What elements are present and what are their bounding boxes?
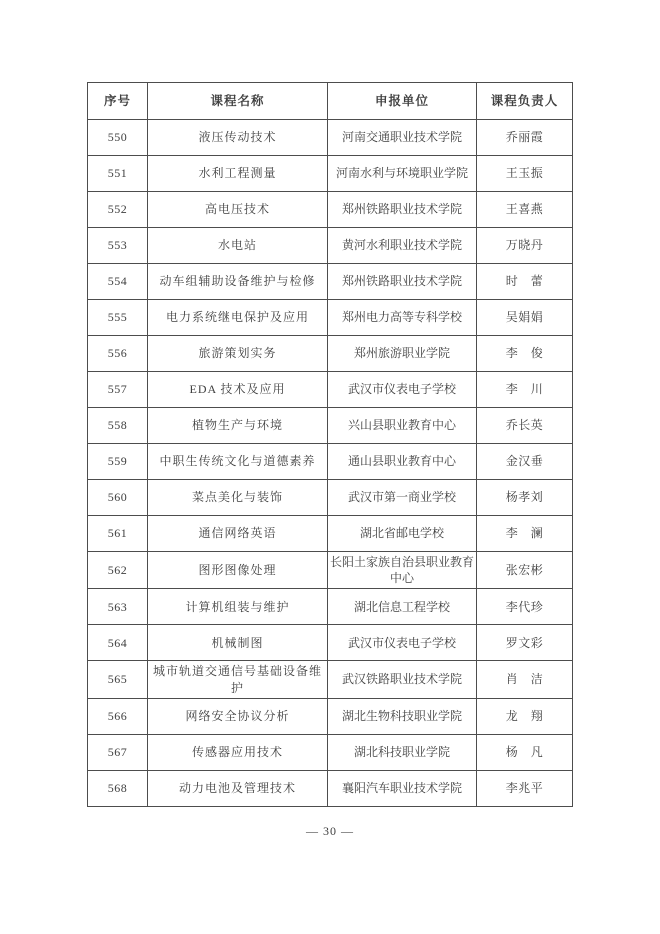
unit-name-cell: 湖北信息工程学校 [328, 589, 477, 625]
unit-name-cell: 襄阳汽车职业技术学院 [328, 770, 477, 806]
leader-name-cell: 杨 凡 [477, 734, 573, 770]
table-row [88, 228, 573, 264]
course-name-cell: 高电压技术 [148, 192, 328, 228]
course-name-cell: 机械制图 [148, 625, 328, 661]
course-name-cell: 通信网络英语 [148, 516, 328, 552]
leader-name-cell: 时 蕾 [477, 264, 573, 300]
row-index-cell: 567 [88, 734, 148, 770]
table-row [88, 444, 573, 480]
course-name-cell: 图形图像处理 [148, 552, 328, 589]
leader-name-cell: 李兆平 [477, 770, 573, 806]
table-row [88, 480, 573, 516]
unit-name-cell: 长阳土家族自治县职业教育中心 [328, 552, 477, 589]
leader-name-cell: 李 澜 [477, 516, 573, 552]
row-index-cell: 559 [88, 444, 148, 480]
page-number: — 30 — [306, 823, 354, 838]
course-name-cell: 植物生产与环境 [148, 408, 328, 444]
row-index-cell: 553 [88, 228, 148, 264]
row-index-cell: 564 [88, 625, 148, 661]
table-row [88, 192, 573, 228]
row-index-cell: 562 [88, 552, 148, 589]
unit-name-cell: 通山县职业教育中心 [328, 444, 477, 480]
table-row [88, 120, 573, 156]
col-header-unit: 申报单位 [328, 83, 477, 120]
row-index-cell: 568 [88, 770, 148, 806]
table-row [88, 770, 573, 806]
row-index-cell: 551 [88, 156, 148, 192]
unit-name-cell: 武汉市第一商业学校 [328, 480, 477, 516]
course-name-cell: 计算机组装与维护 [148, 589, 328, 625]
leader-name-cell: 李代珍 [477, 589, 573, 625]
row-index-cell: 556 [88, 336, 148, 372]
leader-name-cell: 金汉垂 [477, 444, 573, 480]
col-header-course-name: 课程名称 [148, 83, 328, 120]
leader-name-cell: 龙 翔 [477, 698, 573, 734]
course-name-cell: 城市轨道交通信号基础设备维护 [148, 661, 328, 698]
course-name-cell: 菜点美化与装饰 [148, 480, 328, 516]
table-row [88, 734, 573, 770]
course-name-cell: 网络安全协议分析 [148, 698, 328, 734]
col-header-index: 序号 [88, 83, 148, 120]
row-index-cell: 558 [88, 408, 148, 444]
unit-name-cell: 湖北科技职业学院 [328, 734, 477, 770]
row-index-cell: 565 [88, 661, 148, 698]
row-index-cell: 560 [88, 480, 148, 516]
unit-name-cell: 郑州旅游职业学院 [328, 336, 477, 372]
unit-name-cell: 武汉铁路职业技术学院 [328, 661, 477, 698]
unit-name-cell: 河南交通职业技术学院 [328, 120, 477, 156]
unit-name-cell: 武汉市仪表电子学校 [328, 372, 477, 408]
leader-name-cell: 万晓丹 [477, 228, 573, 264]
course-name-cell: 液压传动技术 [148, 120, 328, 156]
unit-name-cell: 武汉市仪表电子学校 [328, 625, 477, 661]
course-name-cell: 中职生传统文化与道德素养 [148, 444, 328, 480]
table-row [88, 698, 573, 734]
leader-name-cell: 罗文彩 [477, 625, 573, 661]
table-row [88, 625, 573, 661]
row-index-cell: 566 [88, 698, 148, 734]
unit-name-cell: 兴山县职业教育中心 [328, 408, 477, 444]
course-name-cell: 旅游策划实务 [148, 336, 328, 372]
table-row [88, 336, 573, 372]
table-row [88, 589, 573, 625]
table-row [88, 156, 573, 192]
table-row [88, 372, 573, 408]
table-row [88, 300, 573, 336]
leader-name-cell: 乔长英 [477, 408, 573, 444]
course-name-cell: 动力电池及管理技术 [148, 770, 328, 806]
unit-name-cell: 郑州电力高等专科学校 [328, 300, 477, 336]
row-index-cell: 561 [88, 516, 148, 552]
row-index-cell: 550 [88, 120, 148, 156]
unit-name-cell: 湖北生物科技职业学院 [328, 698, 477, 734]
leader-name-cell: 张宏彬 [477, 552, 573, 589]
unit-name-cell: 湖北省邮电学校 [328, 516, 477, 552]
table-body [88, 120, 573, 807]
leader-name-cell: 乔丽霞 [477, 120, 573, 156]
row-index-cell: 555 [88, 300, 148, 336]
table-row [88, 408, 573, 444]
table-row [88, 552, 573, 589]
table-row [88, 661, 573, 698]
unit-name-cell: 郑州铁路职业技术学院 [328, 264, 477, 300]
course-name-cell: EDA 技术及应用 [148, 372, 328, 408]
leader-name-cell: 王玉振 [477, 156, 573, 192]
course-name-cell: 水电站 [148, 228, 328, 264]
unit-name-cell: 郑州铁路职业技术学院 [328, 192, 477, 228]
row-index-cell: 563 [88, 589, 148, 625]
table-row [88, 516, 573, 552]
leader-name-cell: 杨孝刘 [477, 480, 573, 516]
col-header-leader: 课程负责人 [477, 83, 573, 120]
table-row [88, 264, 573, 300]
unit-name-cell: 黄河水利职业技术学院 [328, 228, 477, 264]
leader-name-cell: 王喜燕 [477, 192, 573, 228]
course-name-cell: 传感器应用技术 [148, 734, 328, 770]
course-name-cell: 水利工程测量 [148, 156, 328, 192]
leader-name-cell: 李 俊 [477, 336, 573, 372]
unit-name-cell: 河南水利与环境职业学院 [328, 156, 477, 192]
leader-name-cell: 吴娟娟 [477, 300, 573, 336]
header-row [88, 83, 573, 120]
leader-name-cell: 肖 洁 [477, 661, 573, 698]
row-index-cell: 554 [88, 264, 148, 300]
course-name-cell: 电力系统继电保护及应用 [148, 300, 328, 336]
row-index-cell: 552 [88, 192, 148, 228]
course-table [87, 82, 573, 807]
row-index-cell: 557 [88, 372, 148, 408]
leader-name-cell: 李 川 [477, 372, 573, 408]
table-header [88, 83, 573, 120]
course-name-cell: 动车组辅助设备维护与检修 [148, 264, 328, 300]
